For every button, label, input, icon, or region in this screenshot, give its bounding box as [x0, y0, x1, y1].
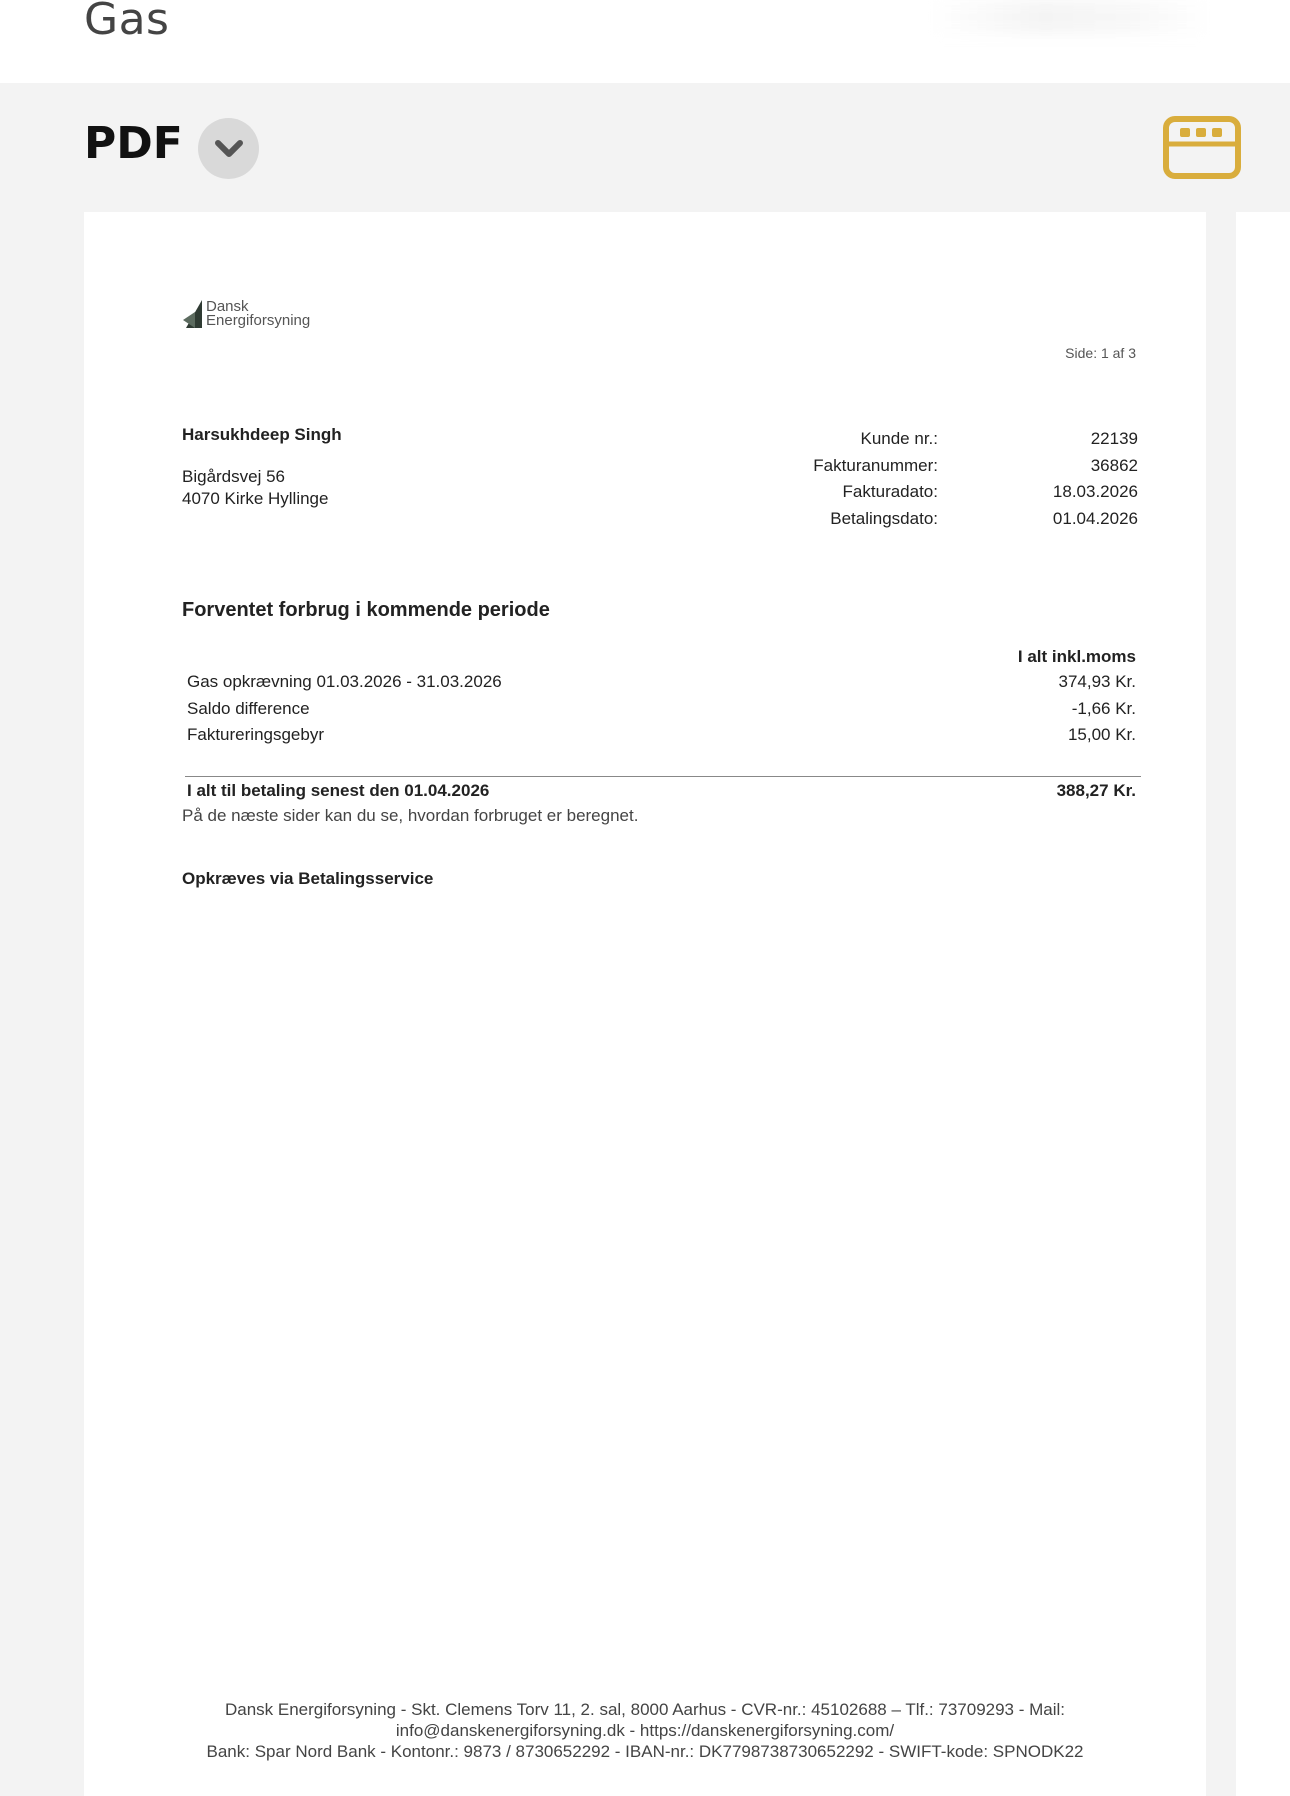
document-dropdown-button[interactable] [198, 118, 259, 179]
logo-line-1: Dansk [206, 298, 249, 315]
next-pdf-page-edge [1236, 212, 1290, 1796]
calculation-note: På de næste sider kan du se, hvordan forbruget er beregnet. [182, 806, 639, 825]
invoice-lines [187, 672, 1136, 752]
invoice-line [187, 699, 1136, 726]
meta-row-invoice-number [764, 456, 1138, 483]
meta-label: Fakturanummer: [813, 455, 938, 475]
leaf-logo-icon [182, 298, 204, 330]
line-amount: 15,00 Kr. [1067, 725, 1136, 744]
top-header [0, 0, 1290, 83]
line-description: Gas opkrævning 01.03.2026 - 31.03.2026 [187, 672, 502, 691]
meta-row-invoice-date [764, 482, 1138, 509]
meta-label: Fakturadato: [842, 482, 938, 501]
line-amount: -1,66 Kr. [1071, 698, 1136, 718]
header-blurred-area [930, 0, 1210, 34]
customer-city: 4070 Kirke Hyllinge [182, 489, 329, 508]
section-title: Forventet forbrug i kommende periode [182, 599, 550, 621]
meta-value: 36862 [1090, 455, 1138, 475]
meta-label: Kunde nr.: [860, 429, 938, 448]
total-row [187, 781, 1136, 805]
chevron-down-icon [214, 139, 244, 159]
line-description: Saldo difference [187, 698, 310, 718]
amount-column-header: I alt inkl.moms [1017, 647, 1136, 666]
invoice-meta [764, 429, 1138, 535]
total-amount: 388,27 Kr. [1056, 781, 1136, 800]
meta-row-customer-number [764, 429, 1138, 456]
footer-line-2: info@danskenergiforsyning.dk - https://danskenergiforsyning.com/ [395, 1721, 895, 1740]
line-description: Faktureringsgebyr [187, 725, 325, 744]
page-indicator: Side: 1 af 3 [1065, 345, 1136, 361]
customer-street: Bigårdsvej 56 [182, 467, 286, 486]
meta-row-payment-date [764, 509, 1138, 536]
payment-method: Opkræves via Betalingsservice [182, 869, 434, 888]
browser-window-icon [1163, 116, 1241, 179]
customer-name: Harsukhdeep Singh [182, 425, 342, 444]
invoice-line [187, 672, 1136, 699]
logo-line-2: Energiforsyning [206, 312, 311, 329]
meta-label: Betalingsdato: [830, 508, 938, 528]
total-divider [185, 776, 1141, 777]
footer-line-3: Bank: Spar Nord Bank - Kontonr.: 9873 / 8730652292 - IBAN-nr.: DK7798738730652292 - SWIFT-kode: SPNODK22 [206, 1742, 1084, 1761]
customer-address [182, 466, 328, 510]
view-toggle-button[interactable] [1163, 116, 1241, 179]
pdf-page [84, 212, 1206, 1796]
meta-value: 01.04.2026 [1052, 508, 1138, 528]
company-logo [182, 298, 332, 338]
meta-value: 18.03.2026 [1052, 482, 1138, 501]
footer-line-1: Dansk Energiforsyning - Skt. Clemens Torv 11, 2. sal, 8000 Aarhus - CVR-nr.: 45102688 – Tlf.: 73709293 - Mail: [224, 1700, 1066, 1719]
app-title: Gas [84, 0, 170, 45]
logo-text [206, 300, 310, 328]
line-amount: 374,93 Kr. [1058, 672, 1136, 691]
document-type-label: PDF [84, 118, 183, 169]
meta-value: 22139 [1090, 429, 1138, 448]
company-footer [84, 1699, 1206, 1762]
total-label: I alt til betaling senest den 01.04.2026 [187, 781, 490, 800]
invoice-line [187, 725, 1136, 752]
